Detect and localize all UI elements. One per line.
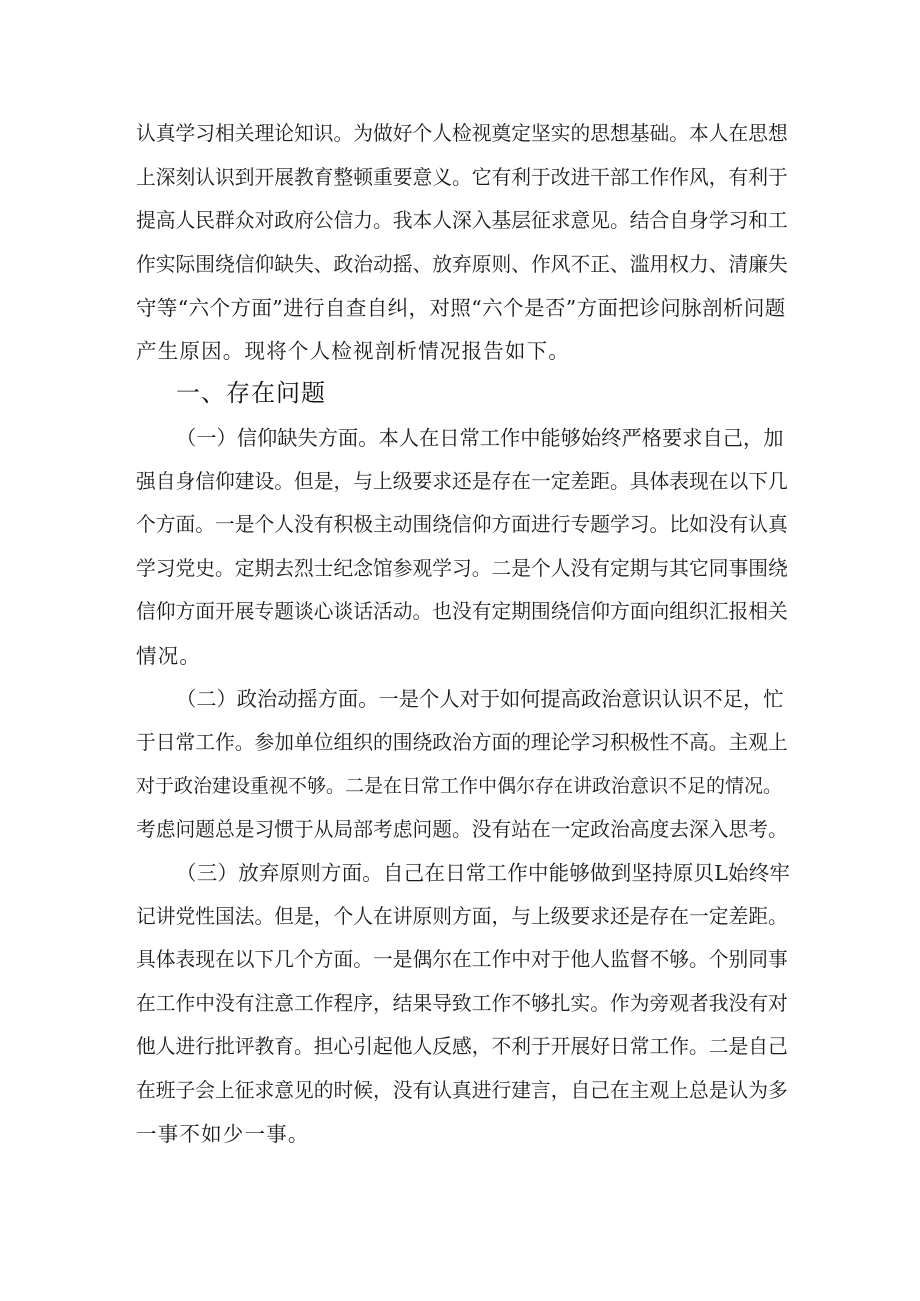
intro-line-2: 上深刻认识到开展教育整顿重要意义。它有利于改进干部工作作风，有利于 xyxy=(136,166,788,189)
intro-line-3: 提高人民群众对政府公信力。我本人深入基层征求意见。结合自身学习和工 xyxy=(136,209,788,232)
intro-line-1: 认真学习相关理论知识。为做好个人检视奠定坚实的思想基础。本人在思想 xyxy=(136,122,788,145)
para3-line-5: 他人进行批评教育。担心引起他人反感，不利于开展好日常工作。二是自己 xyxy=(136,1035,788,1058)
para1-line-4: 学习党史。定期去烈士纪念馆参观学习。二是个人没有定期与其它同事围绕 xyxy=(136,557,788,580)
para3-line-1: （三）放弃原则方面。自己在日常工作中能够做到坚持原贝L始终牢 xyxy=(176,861,791,885)
para1-line-2: 强自身信仰建设。但是，与上级要求还是存在一定差距。具体表现在以下几 xyxy=(136,470,788,493)
para3-line-2: 记讲党性国法。但是，个人在讲原则方面，与上级要求还是存在一定差距。 xyxy=(136,905,788,928)
para3-line-3: 具体表现在以下几个方面。一是偶尔在工作中对于他人监督不够。个别同事 xyxy=(136,948,788,971)
para1-line-5: 信仰方面开展专题谈心谈话活动。也没有定期围绕信仰方面向组织汇报相关 xyxy=(136,600,788,623)
intro-line-6: 产生原因。现将个人检视剖析情况报告如下。 xyxy=(136,339,570,363)
para3-line-7: 一事不如少一事。 xyxy=(136,1122,310,1146)
para2-line-4: 考虑问题总是习惯于从局部考虑问题。没有站在一定政治高度去深入思考。 xyxy=(136,818,788,841)
para2-line-1: （二）政治动摇方面。一是个人对于如何提高政治意识认识不足，忙 xyxy=(176,687,784,711)
para2-line-2: 于日常工作。参加单位组织的围绕政治方面的理论学习积极性不高。主观上 xyxy=(136,731,788,754)
para3-line-6: 在班子会上征求意见的时候，没有认真进行建言，自己在主观上总是认为多 xyxy=(136,1079,788,1102)
para1-line-6: 情况。 xyxy=(136,644,202,668)
intro-line-5: 守等“六个方面”进行自查自纠，对照“六个是否”方面把诊问脉剖析问题 xyxy=(136,296,786,320)
para1-line-1: （一）信仰缺失方面。本人在日常工作中能够始终严格要求自己，加 xyxy=(176,426,784,450)
para2-line-3: 对于政治建设重视不够。二是在日常工作中偶尔存在讲政治意识不足的情况。 xyxy=(136,775,783,797)
intro-line-4: 作实际围绕信仰缺失、政治动摇、放弃原则、作风不正、滥用权力、清廉失 xyxy=(136,253,788,276)
para3-line-4: 在工作中没有注意工作程序，结果导致工作不够扎实。作为旁观者我没有对 xyxy=(136,992,788,1015)
para1-line-3: 个方面。一是个人没有积极主动围绕信仰方面进行专题学习。比如没有认真 xyxy=(136,513,788,536)
section-heading: 一、存在问题 xyxy=(176,379,326,407)
